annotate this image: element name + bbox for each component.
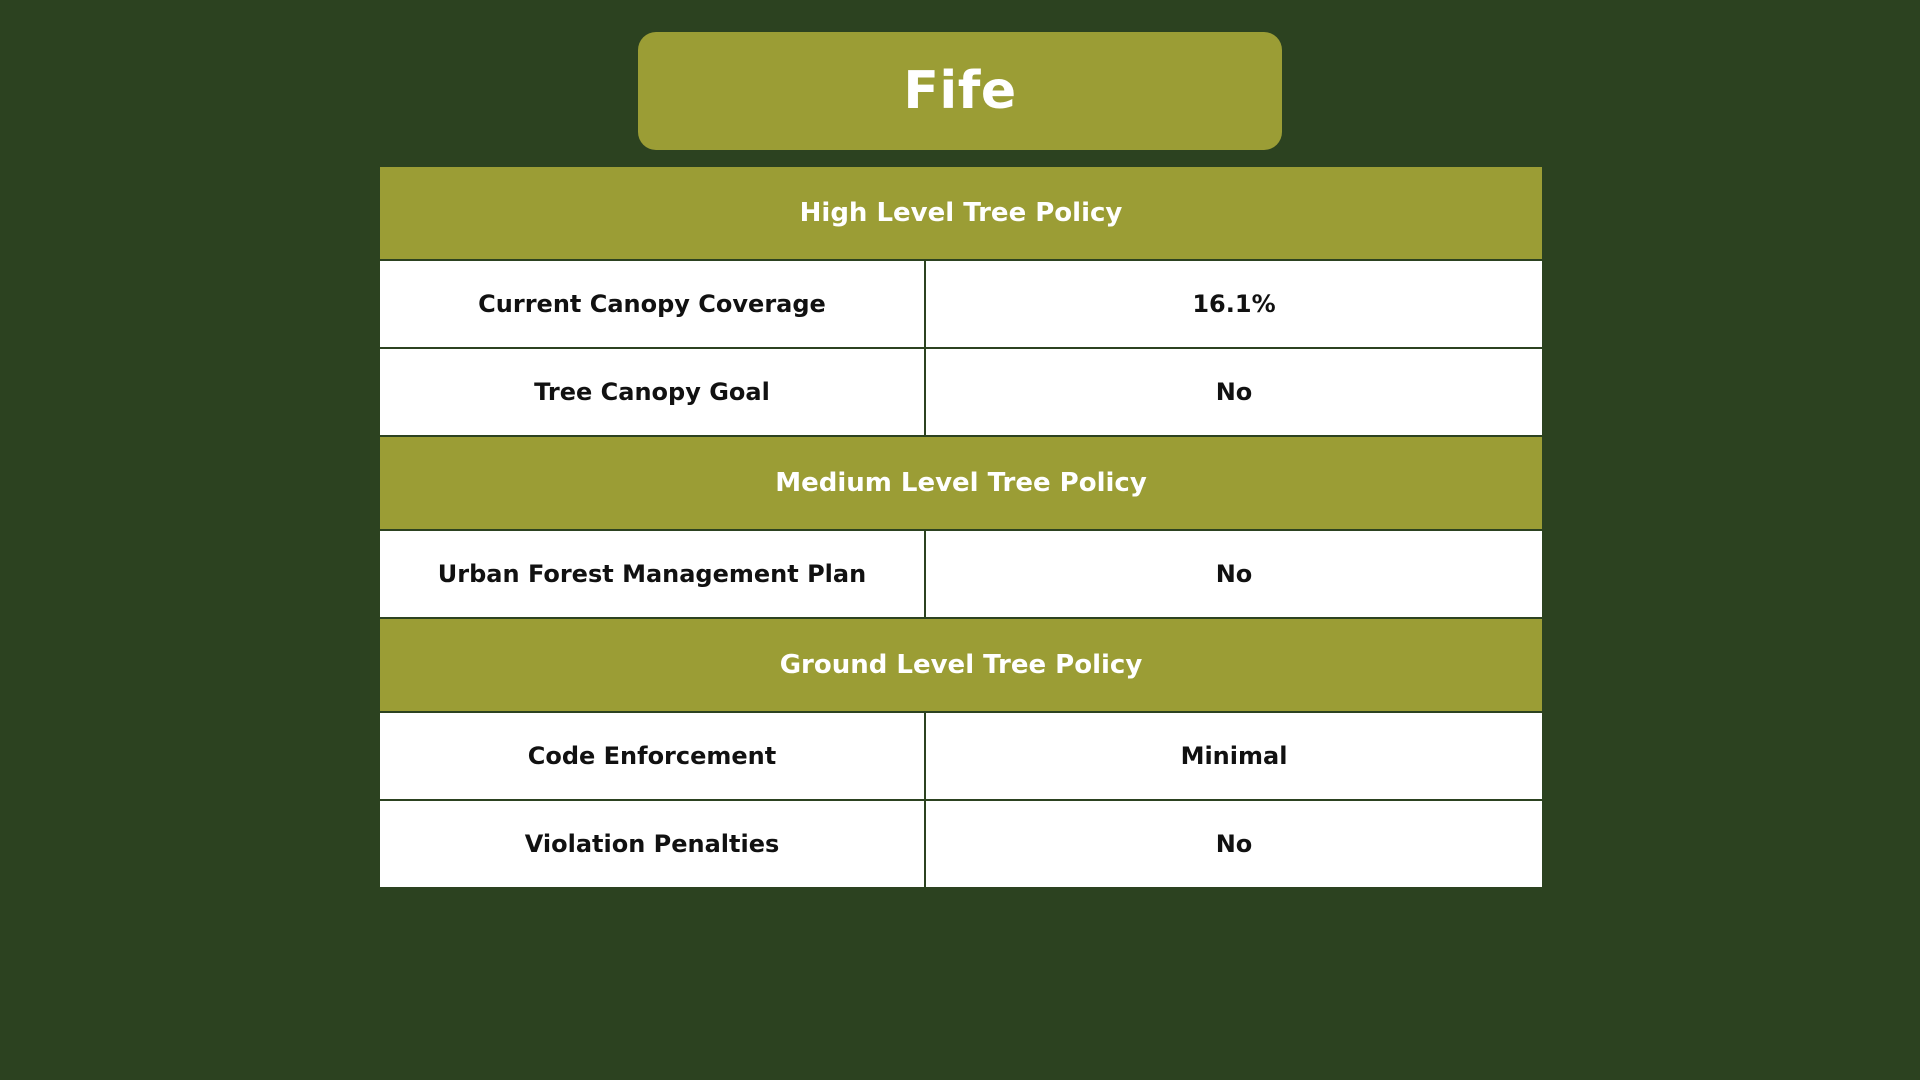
row-label: Tree Canopy Goal <box>379 348 925 436</box>
section-heading: Ground Level Tree Policy <box>379 618 1543 712</box>
policy-table <box>378 165 1544 889</box>
row-value: No <box>925 530 1543 618</box>
row-value: No <box>925 800 1543 888</box>
section-header-high-level <box>379 166 1543 260</box>
section-heading: High Level Tree Policy <box>379 166 1543 260</box>
table-row <box>379 800 1543 888</box>
section-header-medium-level <box>379 436 1543 530</box>
section-header-ground-level <box>379 618 1543 712</box>
table-row <box>379 712 1543 800</box>
row-label: Urban Forest Management Plan <box>379 530 925 618</box>
table-row <box>379 260 1543 348</box>
page-title: Fife <box>903 61 1017 121</box>
row-value: Minimal <box>925 712 1543 800</box>
row-value: No <box>925 348 1543 436</box>
title-banner <box>638 32 1282 150</box>
table-row <box>379 348 1543 436</box>
row-label: Code Enforcement <box>379 712 925 800</box>
row-value: 16.1% <box>925 260 1543 348</box>
row-label: Current Canopy Coverage <box>379 260 925 348</box>
row-label: Violation Penalties <box>379 800 925 888</box>
section-heading: Medium Level Tree Policy <box>379 436 1543 530</box>
table-row <box>379 530 1543 618</box>
